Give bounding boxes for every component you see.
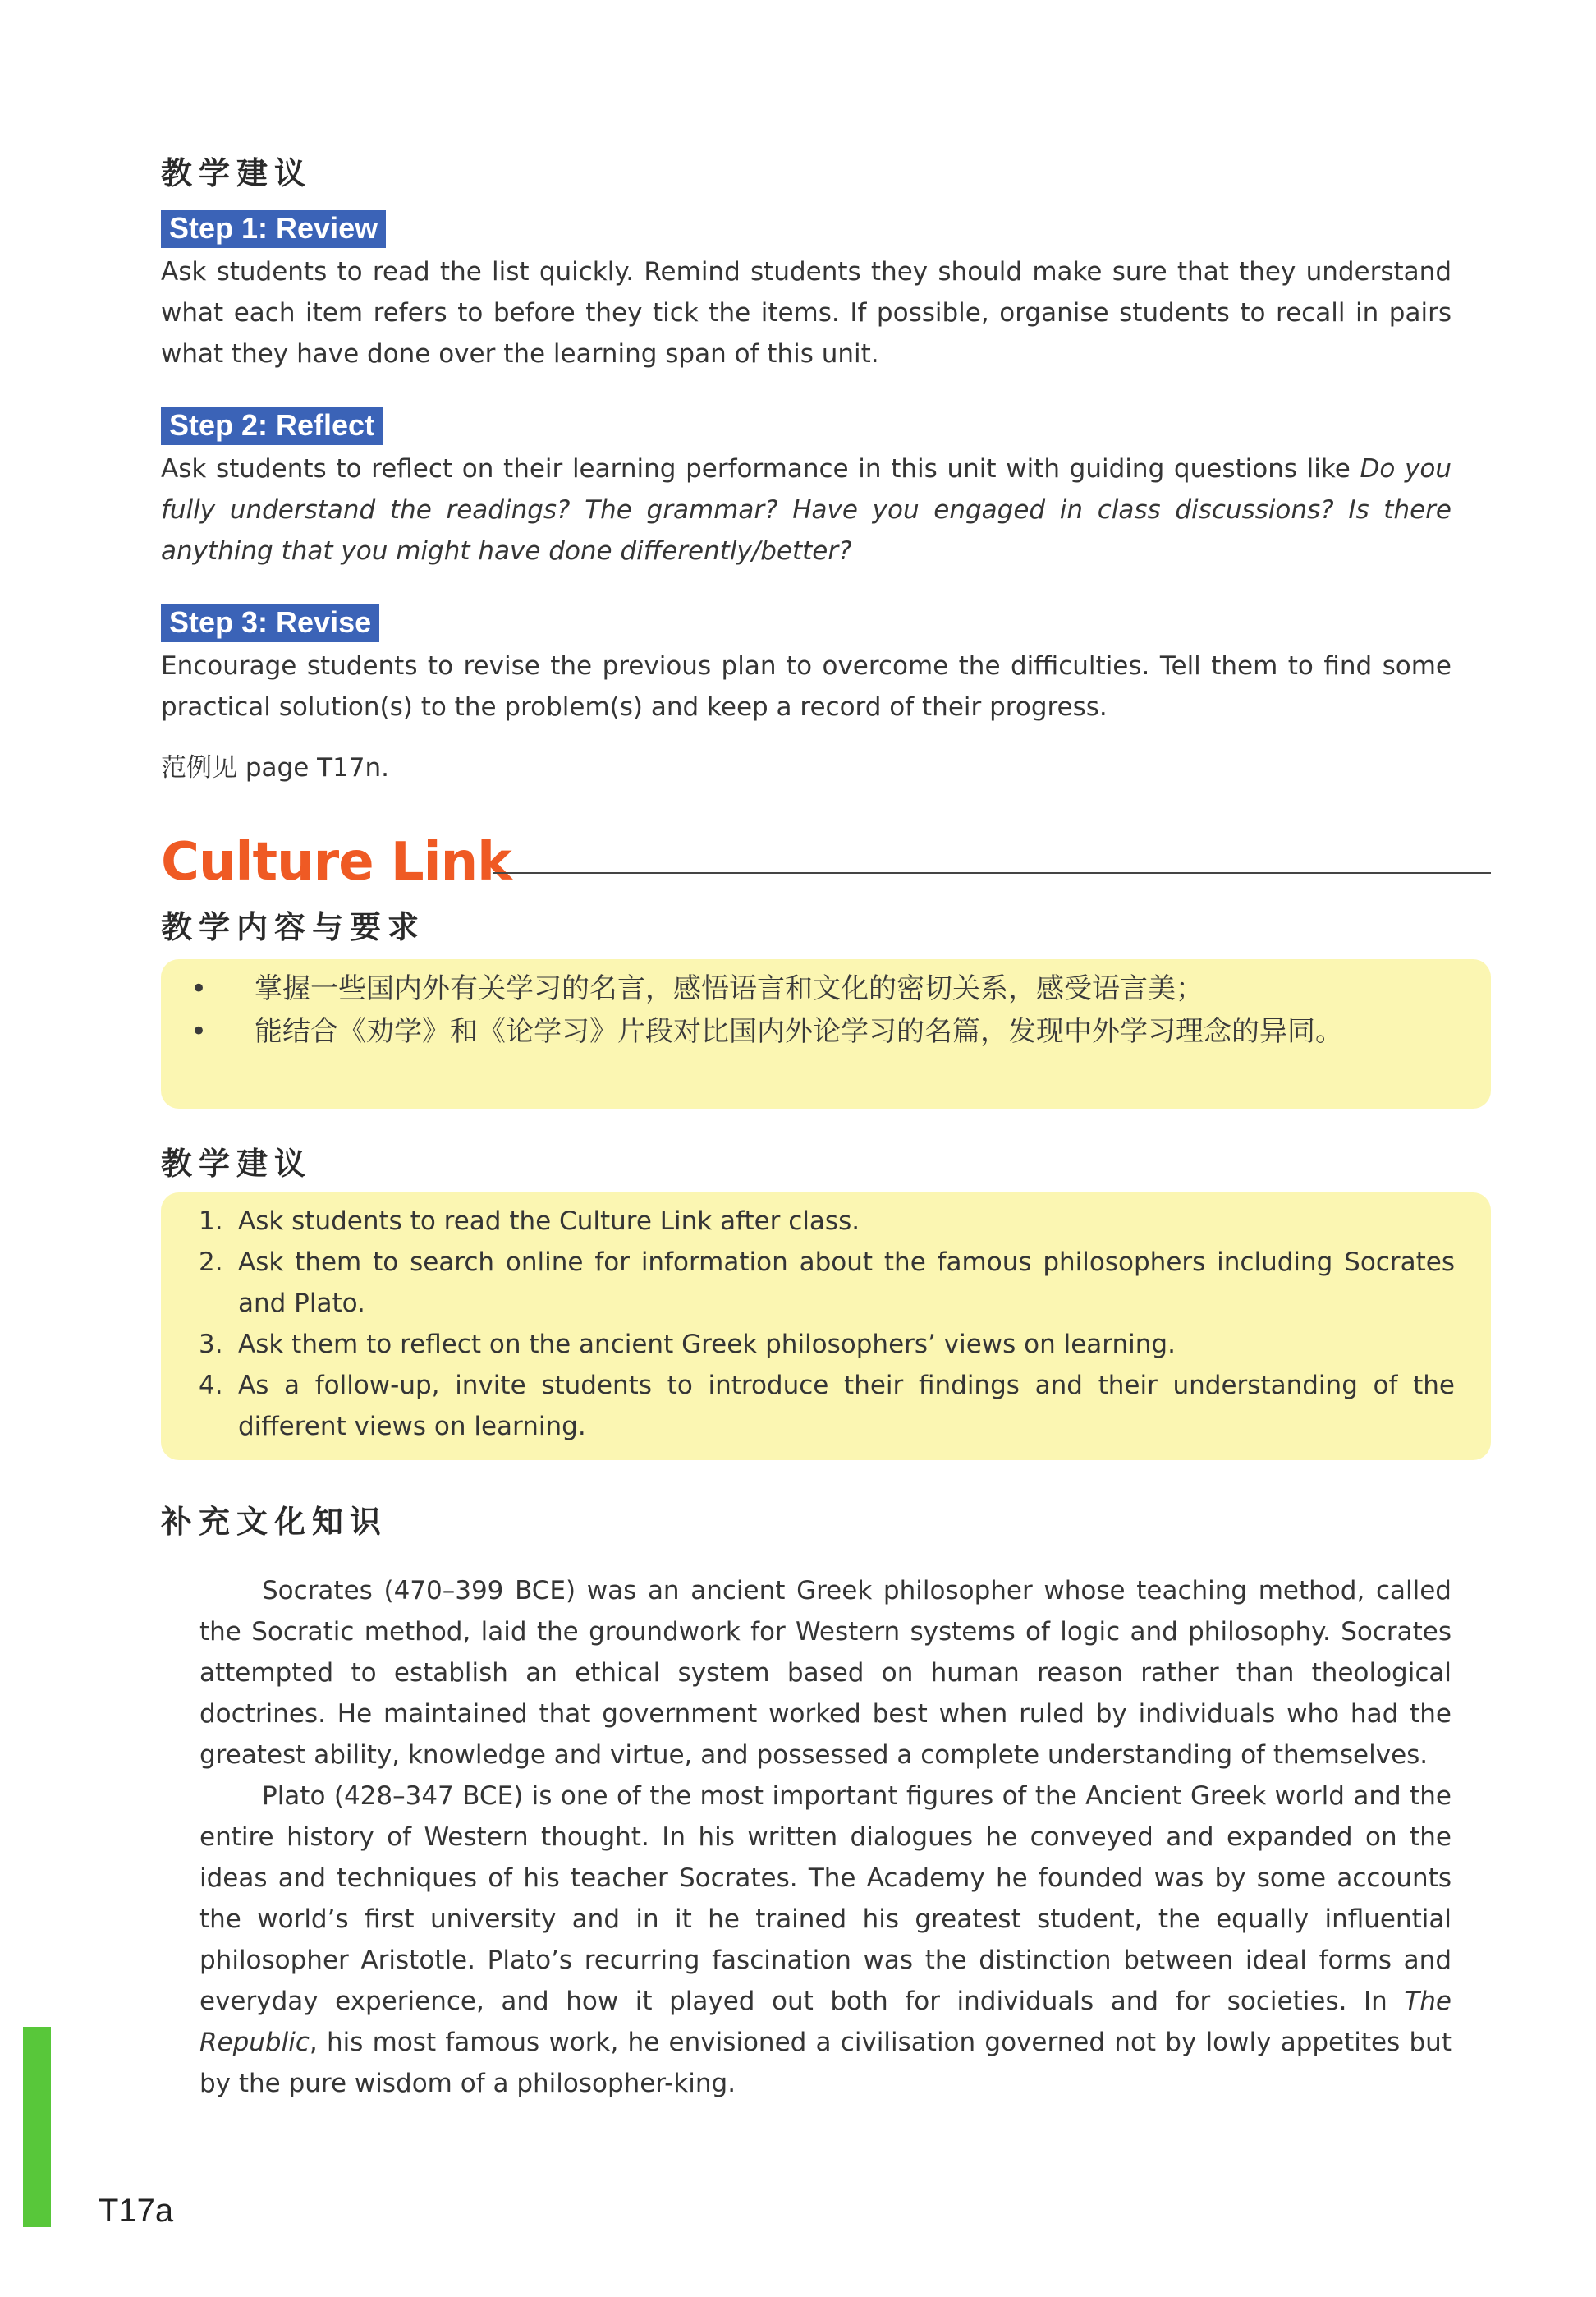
requirement-text: 能结合《劝学》和《论学习》片段对比国内外论学习的名篇，发现中外学习理念的异同。 bbox=[255, 1015, 1343, 1048]
example-reference bbox=[161, 747, 1452, 788]
suggestions-box bbox=[161, 1192, 1491, 1460]
step-revise-block bbox=[161, 604, 1452, 728]
requirements-list bbox=[161, 967, 1491, 1053]
culture-link-header bbox=[161, 829, 1491, 895]
list-item bbox=[161, 1201, 1491, 1242]
list-item bbox=[161, 1010, 1491, 1053]
side-color-bar bbox=[23, 2027, 51, 2227]
plato-text-b: , his most famous work, he envisioned a civilisation governed not by lowly appetites but by the pure wisdom of a philosopher-king. bbox=[200, 2028, 1452, 2098]
suggestion-text: Ask them to reflect on the ancient Greek philosophers’ views on learning. bbox=[238, 1330, 1176, 1359]
step-3-tag: Step 3: Revise bbox=[161, 604, 379, 642]
item-number: 2. bbox=[199, 1247, 223, 1277]
item-number: 3. bbox=[199, 1330, 223, 1359]
item-number: 4. bbox=[199, 1371, 223, 1400]
suggestions-list bbox=[161, 1201, 1491, 1447]
suggestion-text: Ask students to read the Culture Link after class. bbox=[238, 1206, 860, 1236]
step-1-tag: Step 1: Review bbox=[161, 210, 386, 248]
list-item bbox=[161, 1242, 1491, 1324]
culture-suggestions-heading: 教学建议 bbox=[161, 1146, 313, 1182]
step-reflect-block bbox=[161, 407, 1452, 572]
plato-paragraph bbox=[200, 1776, 1452, 2104]
culture-knowledge-body bbox=[200, 1570, 1452, 2104]
culture-knowledge-section bbox=[161, 1496, 1452, 1541]
step-2-text bbox=[161, 448, 1452, 572]
content-requirements-heading: 教学内容与要求 bbox=[161, 909, 426, 945]
step-2-tag: Step 2: Reflect bbox=[161, 407, 383, 445]
step-review-block bbox=[161, 210, 1452, 374]
example-reference-text: 范例见 page T17n. bbox=[161, 753, 390, 783]
socrates-paragraph: Socrates (470–399 BCE) was an ancient Greek philosopher whose teaching method, called the Socratic method, laid the groundwork for Western systems of logic and philosophy. Socrates attempted to establish an ethical system based on human reason rather than theological doctrines. He maintained that government worked best when ruled by individuals who had the greatest ability, knowledge and virtue, and possessed a complete understanding of themselves. bbox=[200, 1576, 1452, 1770]
requirements-box bbox=[161, 959, 1491, 1109]
requirement-text: 掌握一些国内外有关学习的名言，感悟语言和文化的密切关系，感受语言美； bbox=[255, 972, 1204, 1005]
suggestion-text: As a follow-up, invite students to introduce their findings and their understanding of the different views on learning. bbox=[238, 1371, 1455, 1441]
book-title: The Republic bbox=[200, 1987, 1452, 2057]
suggestion-text: Ask them to search online for information about the famous philosophers including Socrates and Plato. bbox=[238, 1247, 1455, 1318]
content-requirements-section bbox=[161, 902, 1452, 947]
section-heading: 教学建议 bbox=[161, 155, 313, 191]
item-number: 1. bbox=[199, 1206, 223, 1236]
bullet-icon: • bbox=[190, 1015, 208, 1048]
culture-link-title: Culture Link bbox=[161, 832, 511, 893]
list-item bbox=[161, 1324, 1491, 1365]
list-item bbox=[161, 1365, 1491, 1447]
bullet-icon: • bbox=[190, 972, 208, 1005]
teaching-suggestions-section bbox=[161, 148, 1452, 193]
step-1-text: Ask students to read the list quickly. Remind students they should make sure that they understand what each item refers to before they tick the items. If possible, organise students to recall in pairs what they have done over the learning span of this unit. bbox=[161, 257, 1452, 369]
page-number: T17a bbox=[99, 2193, 174, 2229]
title-divider bbox=[493, 872, 1491, 874]
culture-suggestions-section bbox=[161, 1138, 1452, 1183]
step-2-guiding-questions: Do you fully understand the readings? The grammar? Have you engaged in class discussions? Is there anything that you might have done differently/better? bbox=[161, 454, 1452, 566]
step-2-text-plain: Ask students to reflect on their learning performance in this unit with guiding questions like bbox=[161, 454, 1360, 484]
list-item bbox=[161, 967, 1491, 1010]
plato-text-a: Plato (428–347 BCE) is one of the most important figures of the Ancient Greek world and the entire history of Western thought. In his written dialogues he conveyed and expanded on the ideas and techniques of his teacher Socrates. The Academy he founded was by some accounts the world’s first university and in it he trained his greatest student, the equally influential philosopher Aristotle. Plato’s recurring fascination was the distinction between ideal forms and everyday experience, and how it played out both for individuals and for societies. In bbox=[200, 1781, 1452, 2016]
step-3-text: Encourage students to revise the previous plan to overcome the difficulties. Tell them to find some practical solution(s) to the problem(s) and keep a record of their progress. bbox=[161, 651, 1452, 722]
culture-knowledge-heading: 补充文化知识 bbox=[161, 1504, 388, 1540]
